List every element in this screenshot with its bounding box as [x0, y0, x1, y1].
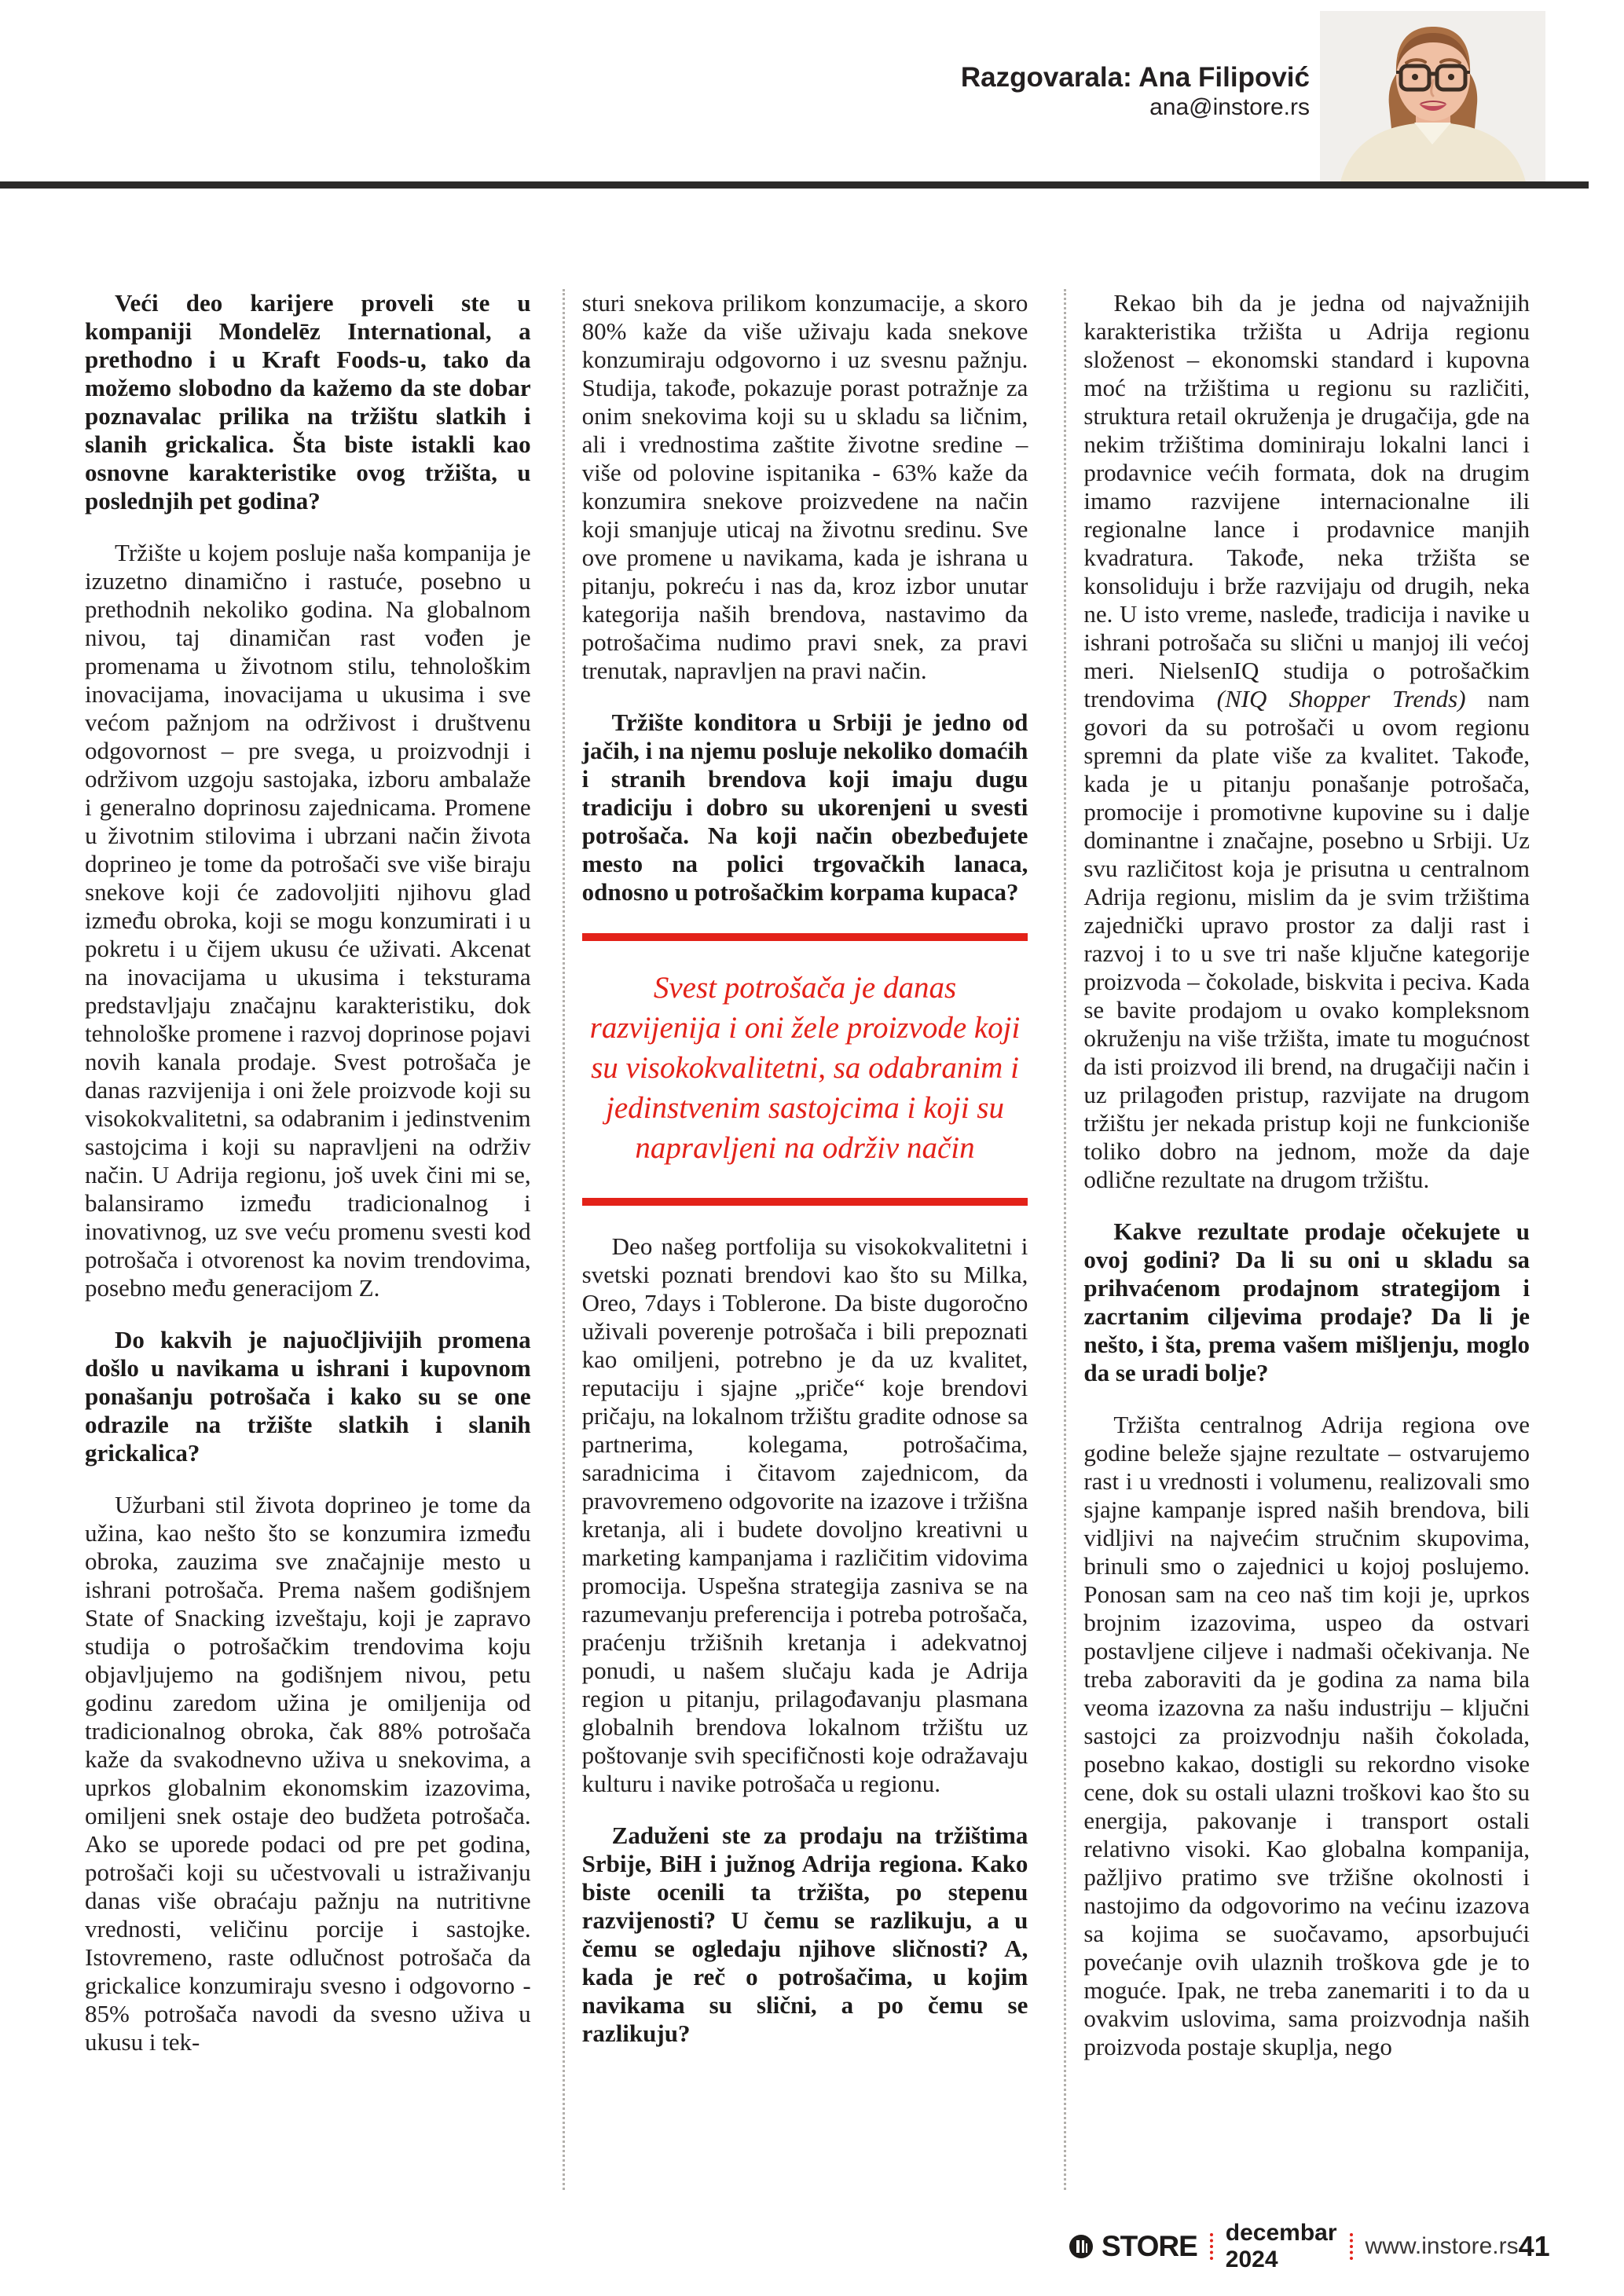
page-footer: [1069, 2220, 1550, 2272]
byline-email: ana@instore.rs: [1149, 94, 1310, 121]
column-2: [563, 289, 1065, 2190]
answer-text: nam govori da su potrošači u ovom regionu spremni da plate više za kvalitet. Takođe, kada je u pitanju ponašanje potrošača, promocije i promotivne kupovine su i dalje dominantne i značajne, posebno u Srbiji. Uz svu različitost koja je prisutna u centralnom Adrija regionu, mislim da je svim tržištima zajednički upravo prostor za dalji rast i razvoj i to u sve tri naše ključne kategorije proizvoda – čokolade, biskvita i peciva. Kada se bavite prodajom u ovako kompleksnom okruženju na više tržišta, imate tu mogućnost da isti proizvod ili brend, na drugačiji način i uz prilagođen pristup, razvijate na drugom tržištu jer nekada pristup koji ne funkcioniše toliko dobro na jednom, može da daje odlične rezultate na drugom tržištu.: [1083, 685, 1531, 1193]
interview-question: Zaduženi ste za prodaju na tržištima Srbije, BiH i južnog Adrija regiona. Kako biste ocenili ta tržišta, po stepenu razvijenosti? U čemu se razlikuju, a u čemu se ogledaju njihove sličnosti? A, kada je reč o potrošačima, u kojim navikama su slični, a po čemu se razlikuju?: [581, 1822, 1028, 2047]
page-number: 41: [1518, 2230, 1550, 2262]
interview-answer-continued: sturi snekova prilikom konzumacije, a skoro 80% kaže da više uživaju kada snekove konzumiraju odgovorno i uz svesnu pažnju. Studija, takođe, pokazuje porast potražnje za onim snekovima koji su u skladu sa ličnim, ali i vrednostima zaštite životne sredine – više od polovine ispitanika - 63% kaže da konzumira snekove proizvedene na način koji smanjuje uticaj na životnu sredinu. Sve ove promene u navikama, kada je ishrana u pitanju, pokreću i nas da, kroz izbor unutar kategorija naših brendova, nastavimo da potrošačima nudimo pravi snek, za pravi trenutak, napravljen na pravi način.: [581, 289, 1028, 684]
interview-question: Do kakvih je najuočljivijih promena došlo u navikama u ishrani i kupovnom ponašanju potrošača i kako su se one odrazile na tržište slatkih i slanih grickalica?: [85, 1326, 531, 1467]
article-body: [85, 289, 1530, 2190]
magazine-name: STORE: [1102, 2230, 1197, 2262]
interview-question: Veći deo karijere proveli ste u kompaniji Mondelēz International, a prethodno i u Kraft Foods-u, tako da možemo slobodno da kažemo da ste dobar poznavalac prilika na tržištu slatkih i slanih grickalica. Šta biste istakli kao osnovne karakteristike ovog tržišta, u poslednjih pet godina?: [85, 289, 531, 514]
instore-logo-icon: [1069, 2234, 1094, 2259]
footer-separator: [1210, 2233, 1213, 2260]
interview-answer: [1083, 289, 1530, 1194]
pull-quote: [582, 933, 1028, 1206]
instore-logo: [1069, 2230, 1197, 2263]
interview-question: Tržište konditora u Srbiji je jedno od jačih, i na njemu posluje nekoliko domaćih i stranih brendova koji imaju dugu tradiciju i dobro su ukorenjeni u svesti potrošača. Na koji način obezbeđujete mesto na polici trgovačkih lanaca, odnosno u potrošačkim korpama kupaca?: [581, 709, 1028, 906]
interview-answer: Deo našeg portfolija su visokokvalitetni i svetski poznati brendovi kao što su Milka, Oreo, 7days i Toblerone. Da biste dugoročno uživali poverenje potrošača i bili prepoznati kao omiljeni, potrebno je da uz kvalitet, reputaciju i sjajne „priče“ koje brendovi pričaju, na lokalnom tržištu gradite odnose sa partnerima, kolegama, potrošačima, saradnicima i čitavom zajednicom, da pravovremeno odgovorite na izazove i tržišna kretanja, ali i budete dovoljno kreativni u marketing kampanjama i različitim vidovima promocija. Uspešna strategija zasniva se na razumevanju preferencija i potreba potrošača, praćenju tržišnih kretanja i adekvatnoj ponudi, u našem slučaju kada je Adrija region u pitanju, prilagođavanju plasmana globalnih brendova lokalnom tržištu uz poštovanje svih specifičnosti koje odražavaju kulturu i navike potrošača u regionu.: [581, 1232, 1028, 1797]
interview-answer: Užurbani stil života doprineo je tome da užina, kao nešto što se konzumira između obroka, zauzima sve značajnije mesto u ishrani potrošača. Prema našem godišnjem State of Snacking izveštaju, koji je zapravo studija o potrošačkim trendovima koju objavljujemo na godišnjem nivou, petu godinu zaredom užina je omiljenija od tradicionalnog obroka, čak 88% potrošača kaže da svakodnevno uživa u snekovima, a uprkos globalnim ekonomskim izazovima, omiljeni snek ostaje deo budžeta potrošača. Ako se uporede podaci od pre pet godina, potrošači koji su učestvovali u istraživanju danas više obraćaju pažnju na nutritivne vrednosti, veličinu porcije i sastojke. Istovremeno, raste odlučnost potrošača da grickalice konzumiraju svesno i odgovorno - 85% potrošača navodi da svesno uživa u ukusu i tek-: [85, 1491, 531, 2056]
footer-separator: [1350, 2233, 1353, 2260]
answer-text: Rekao bih da je jedna od najvažnijih karakteristika tržišta u Adrija regionu složenost – ekonomski standard i kupovna moć na tržištima u regionu su različiti, struktura retail okruženja je drugačija, gde na nekim tržištima dominiraju lokalni lanci i prodavnice većih formata, dok na drugim imamo razvijene internacionalne ili regionalne lance i prodavnice manjih kvadratura. Takođe, neka tržišta se konsoliduju i brže razvijaju od drugih, neka ne. U isto vreme, nasleđe, tradicija i navike u ishrani potrošača su slični u manjoj ili većoj meri. NielsenIQ studija o potrošačkim trendovima: [1083, 289, 1531, 712]
interview-answer: Tržište u kojem posluje naša kompanija je izuzetno dinamično i rastuće, posebno u prethodnih nekoliko godina. Na globalnom nivou, taj dinamičan rast vođen je promenama u životnom stilu, tehnološkim inovacijama, inovacijama u ukusima i sve većom pažnjom na održivost i društvenu odgovornost – pre svega, u proizvodnji i održivom uzgoju sastojaka, izboru ambalaže i generalno doprinosu zajednicama. Promene u životnim stilovima i ubrzani način života doprineo je tome da potrošači sve više biraju snekove koji će zadovoljiti njihovu glad između obroka, koji se mogu konzumirati i u pokretu i u čijem ukusu će uživati. Akcenat na inovacijama u ukusima i teksturama predstavljaju značajnu karakteristiku, dok tehnološke promene i razvoj doprinose pojavi novih kanala prodaje. Svest potrošača je danas razvijenija i oni žele proizvode koji su visokokvalitetni, sa odabranim i jedinstvenim sastojcima i koji su napravljeni na održiv način. U Adrija regionu, još uvek čini mi se, balansiramo između tradicionalnog i inovativnog, uz sve veću promenu svesti kod potrošača i otvorenost ka novim trendovima, posebno među generacijom Z.: [85, 539, 531, 1302]
byline: [961, 61, 1310, 122]
column-1: [85, 289, 563, 2190]
website-url: www.instore.rs: [1365, 2233, 1519, 2259]
pull-quote-text: Svest potrošača je danas razvijenija i oni žele proizvode koji su visokokvalitetni, sa odabranim i jedinstvenim sastojcima i koji su napravljeni na održiv način: [589, 971, 1021, 1165]
header-rule: [0, 181, 1589, 189]
portrait-illustration: [1320, 11, 1545, 182]
interview-answer: Tržišta centralnog Adrija regiona ove godine beleže sjajne rezultate – ostvarujemo rast i u vrednosti i volumenu, realizovali smo sjajne kampanje ispred naših brendova, bili vidljivi na najvećim stručnim skupovima, brinuli smo o zajednici u kojoj poslujemo. Ponosan sam na ceo naš tim koji je, uprkos brojnim izazovima, uspeo da ostvari postavljene ciljeve i nadmaši očekivanja. Ne treba zaboraviti da je godina za nama bila veoma izazovna za našu industriju – ključni sastojci za proizvodnju naših čokolada, posebno kakao, dostigli su rekordno visoke cene, dok su ostali ulazni troškovi kao što su energija, pakovanje i transport ostali relativno visoki. Kao globalna kompanija, pažljivo pratimo sve tržišne okolnosti i nastojimo da odgovorimo na većinu izazova sa kojima se suočavamo, apsorbujući povećanje ovih ulaznih troškova gde je to moguće. Ipak, ne treba zanemariti i to da u ovakvim uslovima, sama proizvodnja naših proizvoda postaje skuplja, nego: [1083, 1411, 1531, 2060]
issue-date: decembar 2024: [1225, 2220, 1337, 2272]
interview-question: Kakve rezultate prodaje očekujete u ovoj godini? Da li su oni u skladu sa prihvaćenom prodajnom strategijom i zacrtanim ciljevima prodaje? Da li je nešto, i šta, prema vašem mišljenju, moglo da se uradi bolje?: [1083, 1218, 1531, 1386]
answer-italic-study-name: (NIQ Shopper Trends): [1216, 685, 1466, 712]
byline-author: Razgovarala: Ana Filipović: [960, 62, 1310, 93]
column-3: [1064, 289, 1530, 2190]
portrait-photo: [1320, 11, 1545, 182]
